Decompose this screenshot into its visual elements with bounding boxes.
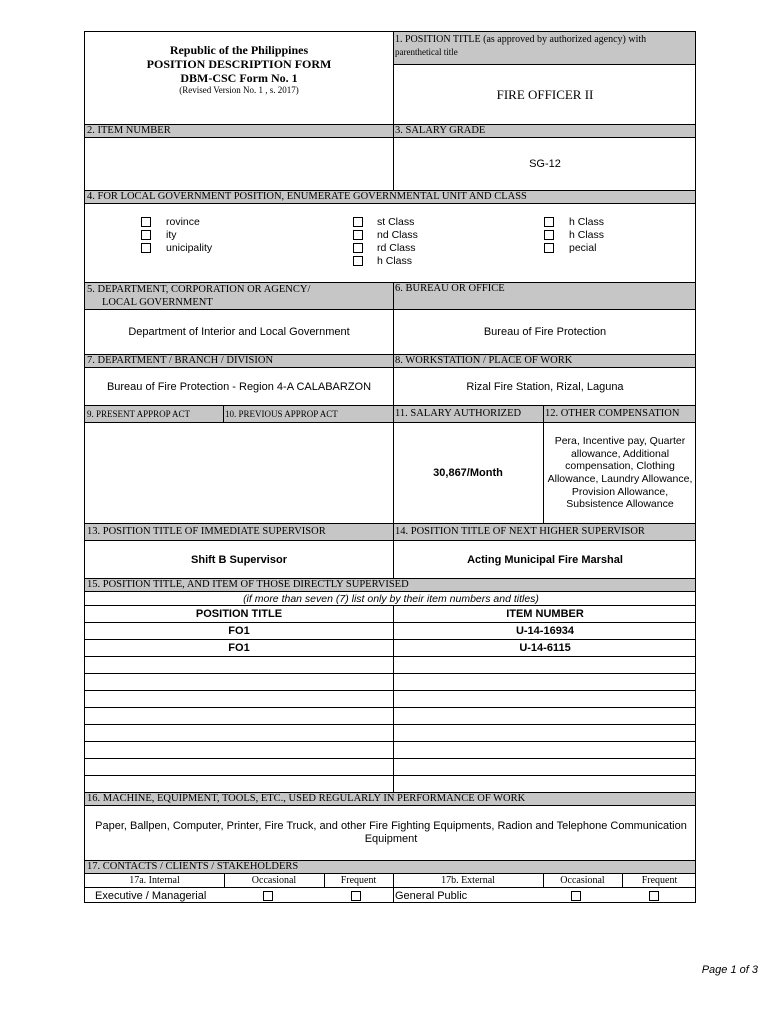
equipment-value	[85, 806, 696, 860]
option-province: rovince	[166, 216, 200, 228]
compensation-line: Provision Allowance,	[571, 485, 669, 498]
col-frequent-internal: Frequent	[340, 875, 377, 886]
checkbox-province[interactable]	[141, 217, 151, 227]
option-city: ity	[166, 229, 177, 241]
row-item	[393, 708, 696, 724]
equipment-line: Equipment	[364, 833, 418, 845]
col-occasional-internal: Occasional	[251, 875, 297, 886]
row-item	[393, 776, 696, 792]
s4-label: 4. FOR LOCAL GOVERNMENT POSITION, ENUMERATE GOVERNMENTAL UNIT AND CLASS	[85, 190, 696, 204]
compensation-line: allowance, Additional	[570, 447, 670, 460]
row-item	[393, 691, 696, 707]
form-header	[85, 32, 393, 124]
option-5th-class: h Class	[569, 216, 605, 228]
row-title	[85, 674, 393, 690]
s6-label: 6. BUREAU OR OFFICE	[393, 282, 696, 310]
option-4th-class: h Class	[377, 255, 413, 267]
form-number: DBM-CSC Form No. 1	[180, 71, 298, 85]
workstation-value: Rizal Fire Station, Rizal, Laguna	[466, 380, 624, 393]
checkbox-city[interactable]	[141, 230, 151, 240]
salary-grade-value: SG-12	[529, 158, 561, 170]
checkbox-municipality[interactable]	[141, 243, 151, 253]
table-row	[85, 707, 696, 724]
checkbox-external-frequent[interactable]	[649, 891, 659, 901]
checkbox-3rd-class[interactable]	[353, 243, 363, 253]
row-title	[85, 759, 393, 775]
s14-label: 14. POSITION TITLE OF NEXT HIGHER SUPERVISOR	[393, 523, 696, 541]
contacts-header-row	[85, 874, 696, 888]
position-title-value: FIRE OFFICER II	[496, 86, 594, 102]
s12-label: 12. OTHER COMPENSATION	[543, 405, 696, 423]
s13-label: 13. POSITION TITLE OF IMMEDIATE SUPERVISOR	[85, 523, 393, 541]
table-row	[85, 741, 696, 758]
division-value: Bureau of Fire Protection - Region 4-A CALABARZON	[106, 380, 372, 393]
checkbox-1st-class[interactable]	[353, 217, 363, 227]
table-row	[85, 690, 696, 707]
previous-approp-value	[223, 423, 393, 523]
internal-contact-label: Executive / Managerial	[95, 890, 207, 902]
row-title	[85, 657, 393, 673]
item-number-value	[85, 138, 393, 190]
s2-label: 2. ITEM NUMBER	[85, 124, 393, 138]
compensation-line: Allowance, Laundry Allowance,	[547, 473, 693, 485]
table-row	[85, 673, 696, 690]
s5-label: 5. DEPARTMENT, CORPORATION OR AGENCY/ LOCAL GOVERNMENT	[85, 282, 393, 310]
table-row	[85, 758, 696, 775]
col-internal: 17a. Internal	[129, 875, 180, 886]
equipment-line: Paper, Ballpen, Computer, Printer, Fire Truck, and other Fire Fighting Equipments, Radion and Telephone Communication	[95, 820, 687, 832]
compensation-line: Subsistence Allowance	[566, 498, 674, 511]
row-title	[85, 742, 393, 758]
s17-label: 17. CONTACTS / CLIENTS / STAKEHOLDERS	[85, 860, 696, 874]
checkbox-4th-class[interactable]	[353, 256, 363, 266]
salary-authorized-value: 30,867/Month	[433, 467, 503, 479]
other-compensation-value	[543, 423, 696, 523]
checkbox-external-occasional[interactable]	[571, 891, 581, 901]
present-approp-value	[85, 423, 223, 523]
compensation-line: Pera, Incentive pay, Quarter	[554, 435, 686, 448]
republic-text: Republic of the Philippines	[169, 43, 309, 57]
table-row	[85, 639, 696, 656]
col-occasional-external: Occasional	[560, 875, 605, 886]
checkbox-internal-occasional[interactable]	[263, 891, 273, 901]
row-title: FO1	[228, 625, 250, 637]
lgu-class-options	[85, 204, 696, 282]
bureau-value: Bureau of Fire Protection	[483, 326, 607, 338]
option-special: pecial	[569, 242, 597, 254]
row-title: FO1	[228, 642, 250, 654]
immediate-supervisor-value: Shift B Supervisor	[191, 553, 287, 566]
col-frequent-external: Frequent	[641, 875, 678, 886]
s15-label: 15. POSITION TITLE, AND ITEM OF THOSE DIRECTLY SUPERVISED	[85, 578, 696, 592]
table-row	[85, 724, 696, 741]
checkbox-5th-class[interactable]	[544, 217, 554, 227]
option-1st-class: st Class	[377, 216, 415, 228]
col-position-title: POSITION TITLE	[195, 607, 283, 620]
option-3rd-class: rd Class	[377, 242, 416, 254]
col-external: 17b. External	[441, 875, 495, 886]
row-title	[85, 708, 393, 724]
revised-version: (Revised Version No. 1 , s. 2017)	[179, 85, 299, 95]
checkbox-special[interactable]	[544, 243, 554, 253]
checkbox-2nd-class[interactable]	[353, 230, 363, 240]
position-description-form	[84, 31, 696, 903]
table-row	[85, 656, 696, 673]
s16-label: 16. MACHINE, EQUIPMENT, TOOLS, ETC., USED REGULARLY IN PERFORMANCE OF WORK	[85, 792, 696, 806]
table-row	[85, 622, 696, 639]
next-higher-supervisor-value: Acting Municipal Fire Marshal	[467, 553, 623, 566]
row-item: U-14-6115	[519, 642, 571, 654]
col-item-number: ITEM NUMBER	[506, 607, 584, 620]
compensation-line: compensation, Clothing	[565, 460, 675, 473]
s9-label: 9. PRESENT APPROP ACT	[85, 405, 223, 423]
option-municipality: unicipality	[166, 242, 213, 254]
external-contact-label: General Public	[395, 890, 468, 902]
s10-label: 10. PREVIOUS APPROP ACT	[223, 405, 393, 423]
row-item	[393, 657, 696, 673]
page-number: Page 1 of 3	[701, 964, 758, 976]
row-item: U-14-16934	[515, 625, 575, 637]
s3-label: 3. SALARY GRADE	[393, 124, 696, 138]
row-title	[85, 776, 393, 792]
row-item	[393, 674, 696, 690]
form-title: POSITION DESCRIPTION FORM	[146, 57, 332, 71]
option-6th-class: h Class	[569, 229, 605, 241]
s15-note: (if more than seven (7) list only by their item numbers and titles)	[243, 592, 539, 605]
row-title	[85, 725, 393, 741]
row-title	[85, 691, 393, 707]
checkbox-internal-frequent[interactable]	[351, 891, 361, 901]
table-row	[85, 775, 696, 792]
s7-label: 7. DEPARTMENT / BRANCH / DIVISION	[85, 354, 393, 368]
option-2nd-class: nd Class	[377, 229, 418, 241]
contacts-row	[85, 888, 696, 903]
s8-label: 8. WORKSTATION / PLACE OF WORK	[393, 354, 696, 368]
row-item	[393, 742, 696, 758]
row-item	[393, 759, 696, 775]
row-item	[393, 725, 696, 741]
checkbox-6th-class[interactable]	[544, 230, 554, 240]
s1-label: 1. POSITION TITLE (as approved by authorized agency) with parenthetical title	[393, 31, 696, 65]
department-value: Department of Interior and Local Government	[128, 326, 350, 338]
s11-label: 11. SALARY AUTHORIZED	[393, 405, 543, 423]
